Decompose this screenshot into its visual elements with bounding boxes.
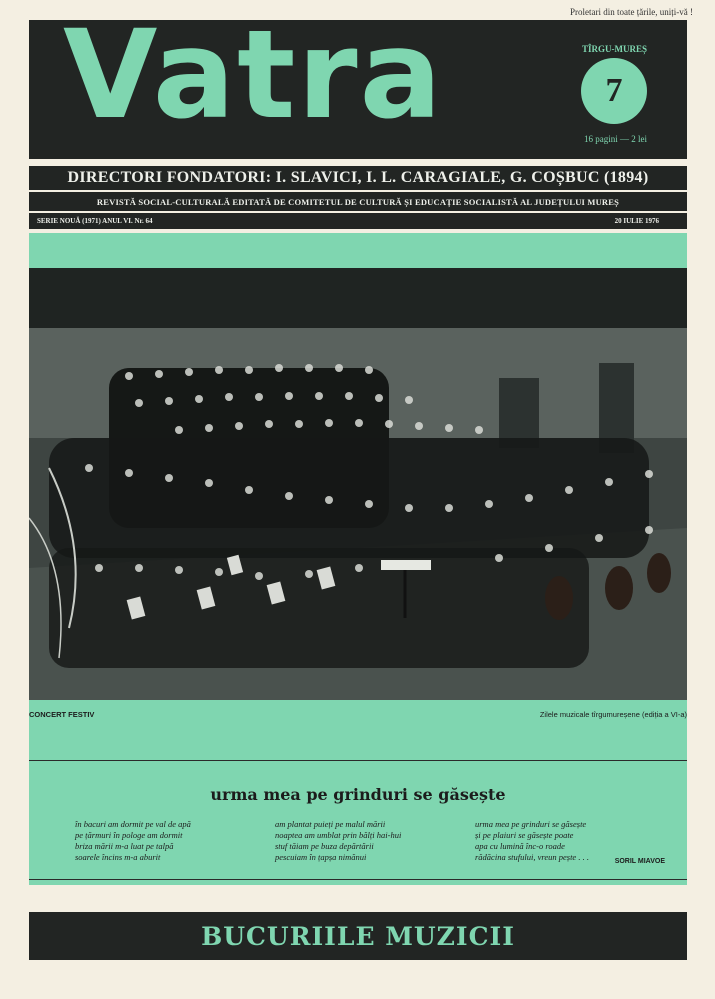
pages-price: 16 pagini — 2 lei: [584, 134, 647, 144]
poem-stanza-3: [475, 819, 589, 863]
orchestra-illustration: [29, 268, 687, 700]
poem-line: rădăcina stufului, vreun pește . . .: [475, 852, 589, 862]
poem-stanza-2: [275, 819, 401, 863]
issue-number-badge: 7: [581, 58, 647, 124]
photo-caption-left: CONCERT FESTIV: [29, 710, 95, 719]
headline: BUCURIILE MUZICII: [201, 921, 515, 951]
issue-line: [29, 213, 687, 229]
concert-photo: [29, 268, 687, 700]
poem-line: pe țărmuri în pologe am dormit: [75, 830, 183, 840]
poem-line: briza mării m-a luat pe talpă: [75, 841, 174, 851]
poem-line: stuf tăiam pe buza depărtării: [275, 841, 374, 851]
issue-date: 20 IULIE 1976: [614, 217, 659, 225]
poem-line: soarele încins m-a aburit: [75, 852, 161, 862]
poem-line: urma mea pe grinduri se găsește: [475, 819, 587, 829]
motto: Proletari din toate țările, uniți-vă !: [570, 7, 693, 17]
headline-band: [29, 912, 687, 960]
logo: Vatra: [63, 4, 444, 146]
poem-title: urma mea pe grinduri se găsește: [210, 785, 506, 804]
poem-box: [29, 760, 687, 880]
subtitle-band: REVISTĂ SOCIAL-CULTURALĂ EDITATĂ DE COMITETUL DE CULTURĂ ȘI EDUCAȚIE SOCIALISTĂ AL JUDEȚULUI MUREȘ: [29, 192, 687, 211]
poem-line: și pe plaiuri se găsește poate: [475, 830, 574, 840]
poem-line: în bacuri am dormit pe val de apă: [75, 819, 191, 829]
poem-stanza-1: [75, 819, 191, 863]
city-label: TÎRGU-MUREȘ: [581, 44, 647, 54]
poem-line: noaptea am umblat prin bălți hai-hui: [275, 830, 402, 840]
poem-line: am plantat puieți pe malul mării: [275, 819, 386, 829]
series-info: SERIE NOUĂ (1971) ANUL VI. Nr. 64: [37, 217, 153, 225]
founders-band: DIRECTORI FONDATORI: I. SLAVICI, I. L. CARAGIALE, G. COȘBUC (1894): [29, 166, 687, 190]
poem-line: apa cu lumină înc-o roade: [475, 841, 565, 851]
poem-line: pescuiam în țapșa nimănui: [275, 852, 367, 862]
photo-caption-right: Zilele muzicale tîrgumureșene (ediția a VI-a): [539, 710, 687, 719]
poem-author: SORIL MIAVOE: [614, 858, 665, 865]
